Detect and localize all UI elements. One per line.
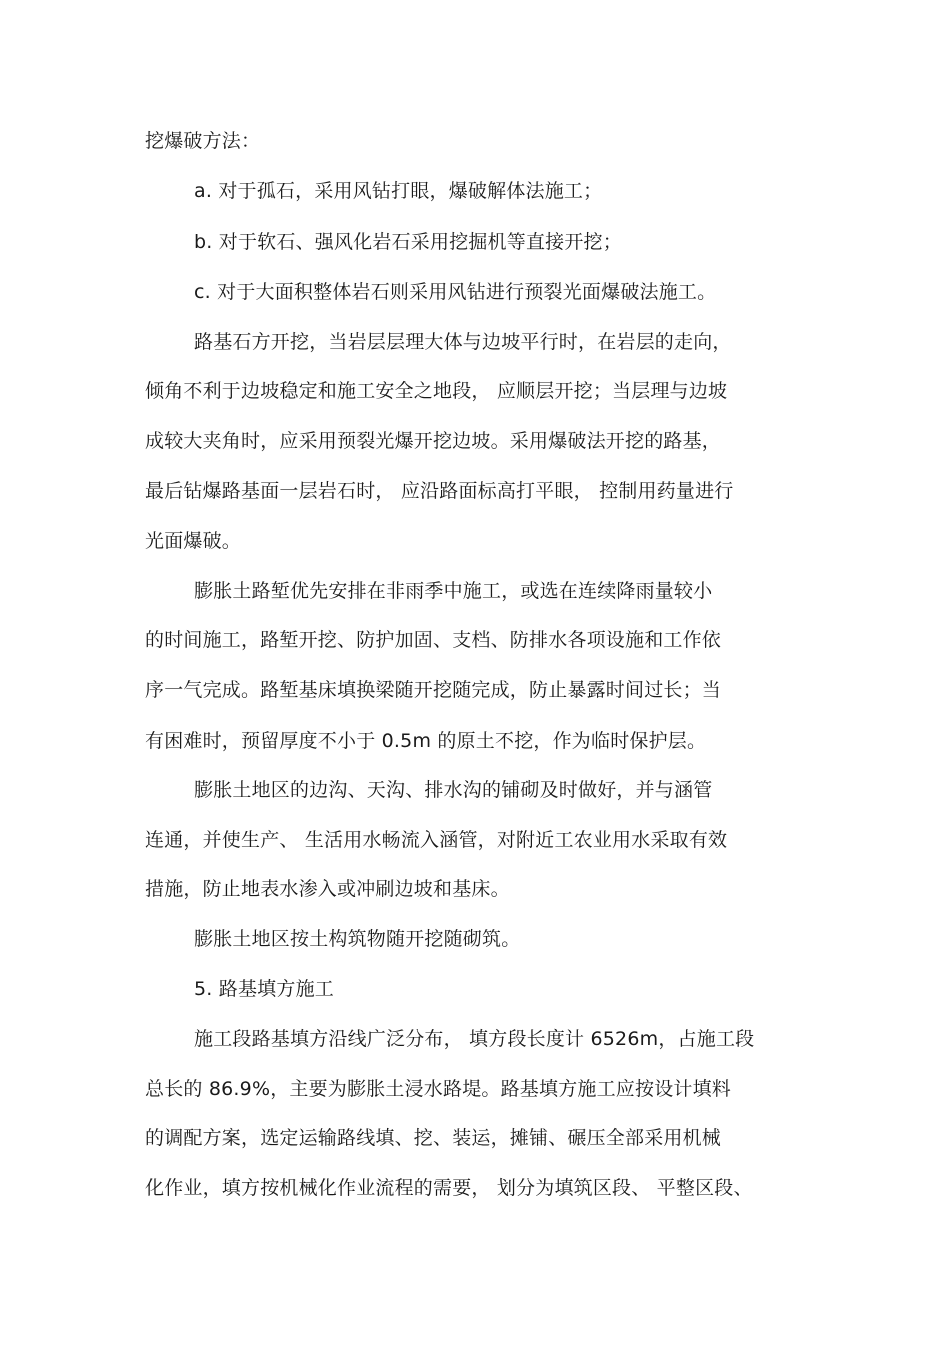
text-line-22: 化作业，填方按机械化作业流程的需要， 划分为填筑区段、 平整区段、 (145, 1177, 753, 1199)
text-line-11: 的时间施工，路堑开挖、防护加固、支档、防排水各项设施和工作依 (145, 629, 722, 651)
text-line-6: 倾角不利于边坡稳定和施工安全之地段， 应顺层开挖；当层理与边坡 (145, 380, 728, 402)
text-line-21: 的调配方案，选定运输路线填、挖、装运，摊铺、碾压全部采用机械 (145, 1127, 722, 1149)
text-line-13: 有困难时，预留厚度不小于 0.5m 的原土不挖，作为临时保护层。 (145, 730, 707, 752)
section-heading: 5. 路基填方施工 (194, 978, 334, 1000)
text-line-14: 膨胀土地区的边沟、天沟、排水沟的铺砌及时做好，并与涵管 (194, 779, 713, 801)
text-line-9: 光面爆破。 (145, 530, 242, 552)
text-line-16: 措施，防止地表水渗入或冲刷边坡和基床。 (145, 878, 510, 900)
text-line-1: 挖爆破方法： (145, 130, 261, 152)
text-line-2: a. 对于孤石，采用风钻打眼，爆破解体法施工； (194, 180, 603, 202)
text-line-19: 施工段路基填方沿线广泛分布， 填方段长度计 6526m，占施工段 (194, 1028, 755, 1050)
text-line-5: 路基石方开挖，当岩层层理大体与边坡平行时，在岩层的走向， (194, 331, 732, 353)
text-line-4: c. 对于大面积整体岩石则采用风钻进行预裂光面爆破法施工。 (194, 281, 717, 303)
text-line-3: b. 对于软石、强风化岩石采用挖掘机等直接开挖； (194, 231, 622, 253)
text-line-15: 连通，并使生产、 生活用水畅流入涵管，对附近工农业用水采取有效 (145, 829, 728, 851)
text-line-7: 成较大夹角时，应采用预裂光爆开挖边坡。采用爆破法开挖的路基， (145, 430, 722, 452)
text-line-20: 总长的 86.9%，主要为膨胀土浸水路堤。路基填方施工应按设计填料 (145, 1078, 731, 1100)
text-line-8: 最后钻爆路基面一层岩石时， 应沿路面标高打平眼， 控制用药量进行 (145, 480, 734, 502)
text-line-12: 序一气完成。路堑基床填换梁随开挖随完成，防止暴露时间过长；当 (145, 679, 722, 701)
text-line-10: 膨胀土路堑优先安排在非雨季中施工，或选在连续降雨量较小 (194, 580, 713, 602)
text-line-17: 膨胀土地区按土构筑物随开挖随砌筑。 (194, 928, 521, 950)
